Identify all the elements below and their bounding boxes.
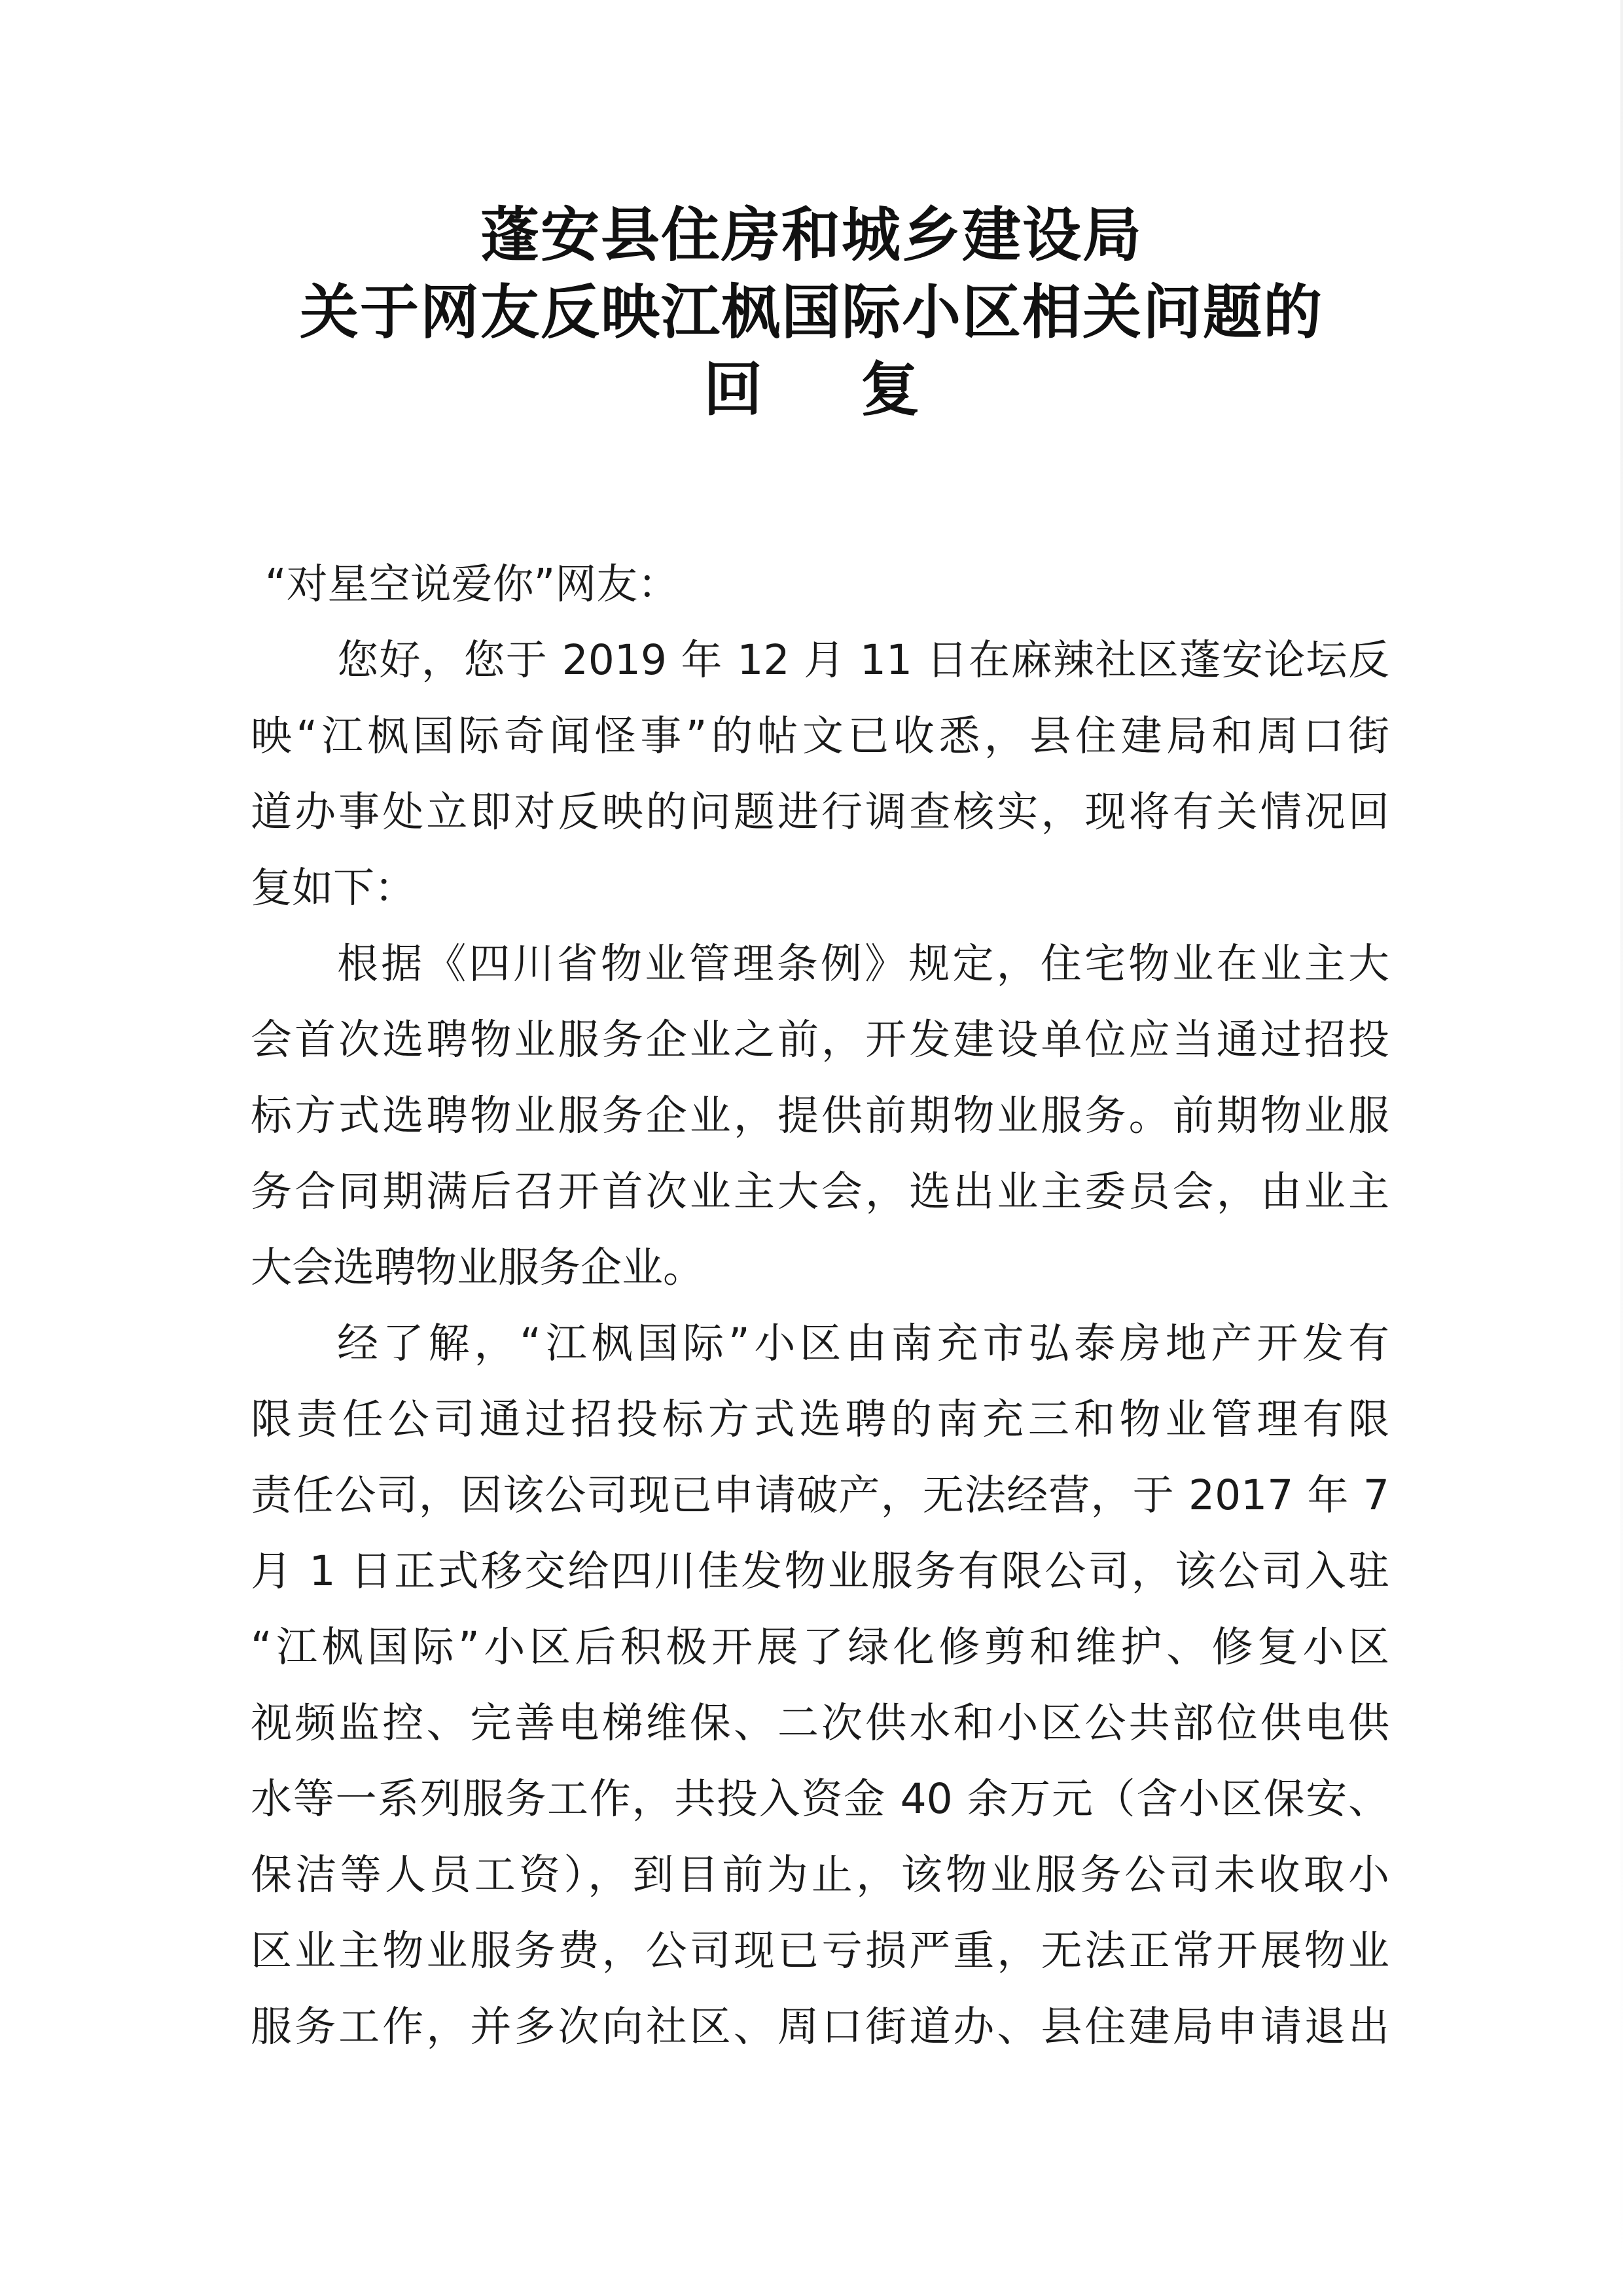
paragraph-2-line-1: 根据《四川省物业管理条例》规定，住宅物业在业主大 <box>337 940 1389 988</box>
paragraph-3-line-1: 经了解，“江枫国际”小区由南充市弘泰房地产开发有 <box>337 1319 1389 1367</box>
paragraph-3-line-6: 视频监控、完善电梯维保、二次供水和小区公共部位供电供 <box>251 1699 1389 1747</box>
title-line-3: 回复 <box>704 355 1018 424</box>
paragraph-3-line-2: 限责任公司通过招投标方式选聘的南充三和物业管理有限 <box>251 1395 1389 1443</box>
salutation: “对星空说爱你”网友： <box>265 560 679 608</box>
paragraph-3-line-3: 责任公司，因该公司现已申请破产，无法经营，于 2017 年 7 <box>251 1471 1389 1519</box>
paragraph-3-line-9: 区业主物业服务费，公司现已亏损严重，无法正常开展物业 <box>251 1927 1389 1975</box>
title-line-1: 蓬安县住房和城乡建设局 <box>480 200 1143 270</box>
paragraph-3-line-8: 保洁等人员工资），到目前为止，该物业服务公司未收取小 <box>251 1851 1389 1899</box>
paragraph-1-line-3: 道办事处立即对反映的问题进行调查核实，现将有关情况回 <box>251 788 1389 836</box>
paragraph-3-line-7: 水等一系列服务工作，共投入资金 40 余万元（含小区保安、 <box>251 1775 1389 1823</box>
scan-edge <box>1620 0 1623 2296</box>
paragraph-1-line-4: 复如下： <box>251 864 416 912</box>
document-body <box>251 547 1389 2065</box>
document-title <box>0 196 1623 428</box>
paragraph-2-line-3: 标方式选聘物业服务企业，提供前期物业服务。前期物业服 <box>251 1092 1389 1139</box>
paragraph-2-line-2: 会首次选聘物业服务企业之前，开发建设单位应当通过招投 <box>251 1016 1389 1064</box>
paragraph-3-line-5: “江枫国际”小区后积极开展了绿化修剪和维护、修复小区 <box>251 1623 1389 1671</box>
paragraph-1-line-2: 映“江枫国际奇闻怪事”的帖文已收悉，县住建局和周口街 <box>251 712 1389 760</box>
paragraph-2-line-5: 大会选聘物业服务企业。 <box>251 1244 704 1291</box>
paragraph-1-line-1: 您好，您于 2019 年 12 月 11 日在麻辣社区蓬安论坛反 <box>337 636 1389 684</box>
paragraph-2-line-4: 务合同期满后召开首次业主大会，选出业主委员会，由业主 <box>251 1168 1389 1215</box>
title-line-2: 关于网友反映江枫国际小区相关问题的 <box>300 278 1323 347</box>
paragraph-3-line-10: 服务工作，并多次向社区、周口街道办、县住建局申请退出 <box>251 2003 1389 2051</box>
paragraph-3-line-4: 月 1 日正式移交给四川佳发物业服务有限公司，该公司入驻 <box>251 1547 1389 1595</box>
